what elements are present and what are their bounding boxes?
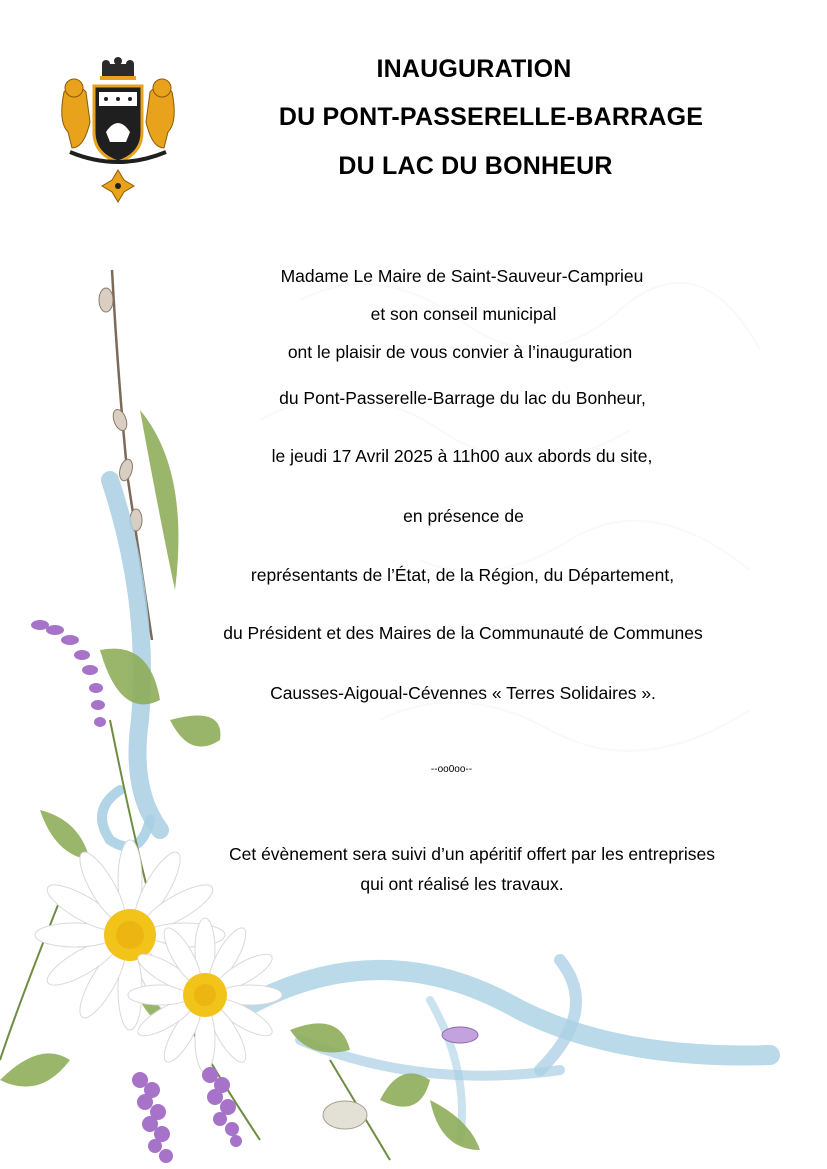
invitation-line-8: du Président et des Maires de la Communauté de Communes xyxy=(223,623,703,643)
invitation-line-2: et son conseil municipal xyxy=(370,304,557,324)
invitation-line-7: représentants de l’État, de la Région, du Département, xyxy=(250,565,675,585)
invitation-line-3: ont le plaisir de vous convier à l’inauguration xyxy=(287,342,633,362)
footer-line-2: qui ont réalisé les travaux. xyxy=(360,874,564,894)
invitation-line-9: Causses-Aigoual-Cévennes « Terres Solidaires ». xyxy=(270,683,656,703)
lavender-bottom xyxy=(132,1067,242,1163)
invitation-date-line: le jeudi 17 Avril 2025 à 11h00 aux abords du site, xyxy=(271,446,653,466)
separator: --oo0oo-- xyxy=(430,764,473,775)
title-line-1: INAUGURATION xyxy=(376,55,572,83)
invitation-line-6: en présence de xyxy=(403,506,524,526)
invitation-line-1: Madame Le Maire de Saint-Sauveur-Camprieu xyxy=(280,266,644,286)
invitation-line-4: du Pont-Passerelle-Barrage du lac du Bonheur, xyxy=(279,388,646,408)
tall-leaf xyxy=(140,410,178,590)
title-line-2: DU PONT-PASSERELLE-BARRAGE xyxy=(278,103,704,131)
title-line-3: DU LAC DU BONHEUR xyxy=(338,152,613,180)
footer-line-1: Cet évènement sera suivi d’un apéritif offert par les entreprises xyxy=(228,844,716,864)
